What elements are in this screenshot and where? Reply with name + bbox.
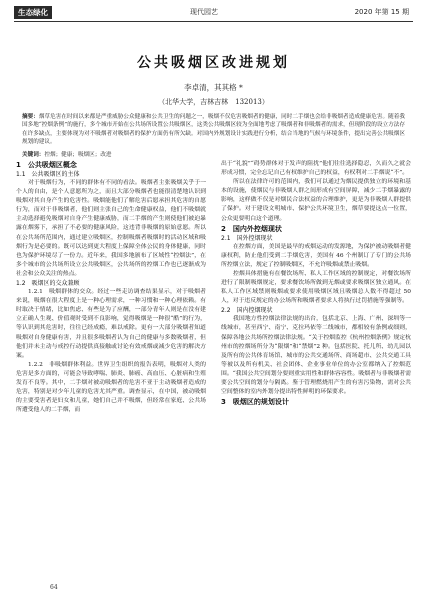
body-paragraph: 在控烟方面，美国是最早的戒烟运动的发源地，为保护被动吸烟者健康权利，防止他们受到二手烟危害，美国有 46 个州制订了专门的公共场所控烟立法，规定了控制吸烟区，不允许吸烟或禁止吸烟。 <box>221 243 411 268</box>
page-header <box>0 0 427 22</box>
header-rule <box>14 21 413 22</box>
subsection-heading: 1.2 吸烟区的交众兼顾 <box>16 280 80 288</box>
section-heading: 1 公共吸烟区概念 <box>16 161 77 169</box>
abstract <box>22 113 405 147</box>
abstract-label: 摘要： <box>22 114 39 120</box>
article-title: 公共吸烟区改进规划 <box>137 55 290 71</box>
journal-name: 现代园艺 <box>190 8 218 16</box>
keywords <box>22 151 405 159</box>
body-paragraph: 我国地方性控烟法律法规的出台，包括北京、上海、广州、深圳等一线城市，甚至西宁、南宁、克拉玛依等二线城市，都相较有条例或细则，保障各地公共场所控烟法律法规。“关于控烟监控《杭州控烟条例》规定杭州市的控烟场所分为“限烟”和“禁烟”2 种。包括医院、托儿所、幼儿园以及所有的公共体育场馆、城市的公共交通场所、商场超市、公共交通工具等被以及所有机关、社会团体、企业事业单位的办公室都纳入了控烟范围。“我国公共空间划分要则重实用性和群体容容性。吸烟者与非吸烟者需要公共空间的划分与隔离。鉴于管理燃烧用产生的有害污染物，需对公共空间整体的室内外划分提出特性鲜明的环保要求。 <box>221 316 411 396</box>
body-paragraph: 对于吸烟行为，不同的群体有不同的看法。吸烟者主张吸烟关乎于一个人的自由，是个人意愿所为之，而且大部分吸烟者也能很清楚地认识到吸烟对其自身产生的危害性。吸烟能他们了解危害后愿承担其危害的自愿行为，而对于非吸烟者，他们则主张自己的生命健康权益，他们不吸烟就主动选择避免吸烟对自身产生健康威胁，而二手烟的产生则使他们被迫暴露在烟雾下，承担了不必要的健康风险，这违背非吸烟的原始意愿。所以在公共场所范围内，通过建立吸烟区，控制吸烟者吸烟时的活动区域和吸烟行为是必要的。既可以达到更大程度上保障全体公民的身体健康，同时也为保护环境尽了一份力。近年来，我国多地颁布了区域性“控烟法”，在多个城市的公共场所设立公共吸烟区，公共场所的控烟工作也已逐渐成为社会和公众关注的热点。 <box>16 180 206 277</box>
page-number: 64 <box>50 584 58 591</box>
abstract-text: 烟草危害在时间以来都是严重威胁公众健康和公共卫生的问题之一，吸烟不仅危害吸烟者的健康，同时二手烟也会给非吸烟者造成健康危害。随着我国多地“控烟条例”的施行，多个城市开始在公共场所设置公共吸烟区，这类公共吸烟区较为全面地考虑了吸烟者和非吸烟者的需求，但现阶段的设立方法存在许多缺点，主要体现为对不吸烟者对吸烟者的保护方面仍有所欠缺。对国内外规划设计实践进行分析，结合当地的气候与环境条件，提出完善公共吸烟区规划的建议。 <box>22 114 405 146</box>
body-paragraph: 控烟具体措施有在餐饮场所、私人工作区域的控制规定，对餐饮场所进行了限制吸烟规定，要求餐饮场所做到无烟或要求吸烟区独立通风。在私人工作区域禁则吸烟或要求使用吸烟区域且吸烟总人数不得超过 50 人，对于违反规定的办公场所和吸烟者要求人将执行过罚措施等强制等。 <box>221 270 411 305</box>
subsection-heading: 2.2 国内控烟现状 <box>221 307 273 315</box>
section-heading: 2 国内外控烟现状 <box>221 224 282 233</box>
subsection-heading: 1.1 公共吸烟区的主体 <box>16 171 80 178</box>
section-heading: 3 吸烟区的规划设计 <box>221 398 289 407</box>
body-paragraph: 所以在法律许可的范围内，我们可以通过为烟民提供独立的环境和基本的设施，使烟民与非吸烟人群之间形成有空间屏障，减少二手烟暴露的影响，这样做不仅是对烟民合法权益的合理维护，更是为非吸烟人群提供了保护。对于建设文明城市、保护公共环境卫生，烟草要提这点一位置，公众更要明白这个道理。 <box>221 179 411 222</box>
issue-number: 2020 年第 15 期 <box>354 8 409 16</box>
body-paragraph: 1.2.1 吸烟群体的交众。经过一些走访调查结果显示，对于吸烟者来说，吸烟在很大程度上是一种心理需求，一种习惯和一种心理依赖。有时取决于情绪，比如焦虑、有些是为了应酬，一部分青年人则是在没有建立正确人生观、价值观时受到不良影响，觉得吸烟是一种很“酷”的行为，等认识到其危害时，往往已经成瘾，难以戒除。更有一大部分吸烟者知道吸烟对自身健康有害，并且很多吸烟者认为自己的健康与多数吸烟者，但他们并未主动与戒控行动提供真接触或讨论有效戒烟或减少危害的解决方案。 <box>16 289 206 359</box>
authors: 李卓清，其其格 * <box>184 83 243 92</box>
section-badge: 生态绿化 <box>14 6 52 19</box>
subsection-heading: 2.1 国外控烟现状 <box>221 234 273 242</box>
body-paragraph: 1.2.2 非吸烟群体利益。世界卫生组织的报告表明，吸烟对人类的危害是多方面的，可能会导致哮喘、肺炎、肺癌、高血压、心脏病和生殖发育不良等。其中，二手烟对被动吸烟者的危害不亚于主动吸烟者造成的危害，特别是对少年儿童的危害尤其严重。调查显示，在中国，被动吸烟的主要受害者是妇女和儿童，她们自己并不吸烟，但经常在家庭、公共场所遭受他人的二手烟，而 <box>16 361 206 414</box>
keywords-text: 控烟；健康；吸烟区；改进 <box>44 152 112 158</box>
right-column <box>221 160 411 407</box>
keywords-label: 关键词： <box>22 152 45 158</box>
affiliation: （北华大学，吉林吉林 132013） <box>158 98 269 106</box>
body-paragraph: 出于“礼貌”“碍势群体对于发声的阻扰”他们往往选择隐忍，久而久之就会形成习惯，完全忘记自己有权维护自己的权益，有权利对二手烟说“不”。 <box>221 161 411 177</box>
left-column <box>16 160 206 415</box>
